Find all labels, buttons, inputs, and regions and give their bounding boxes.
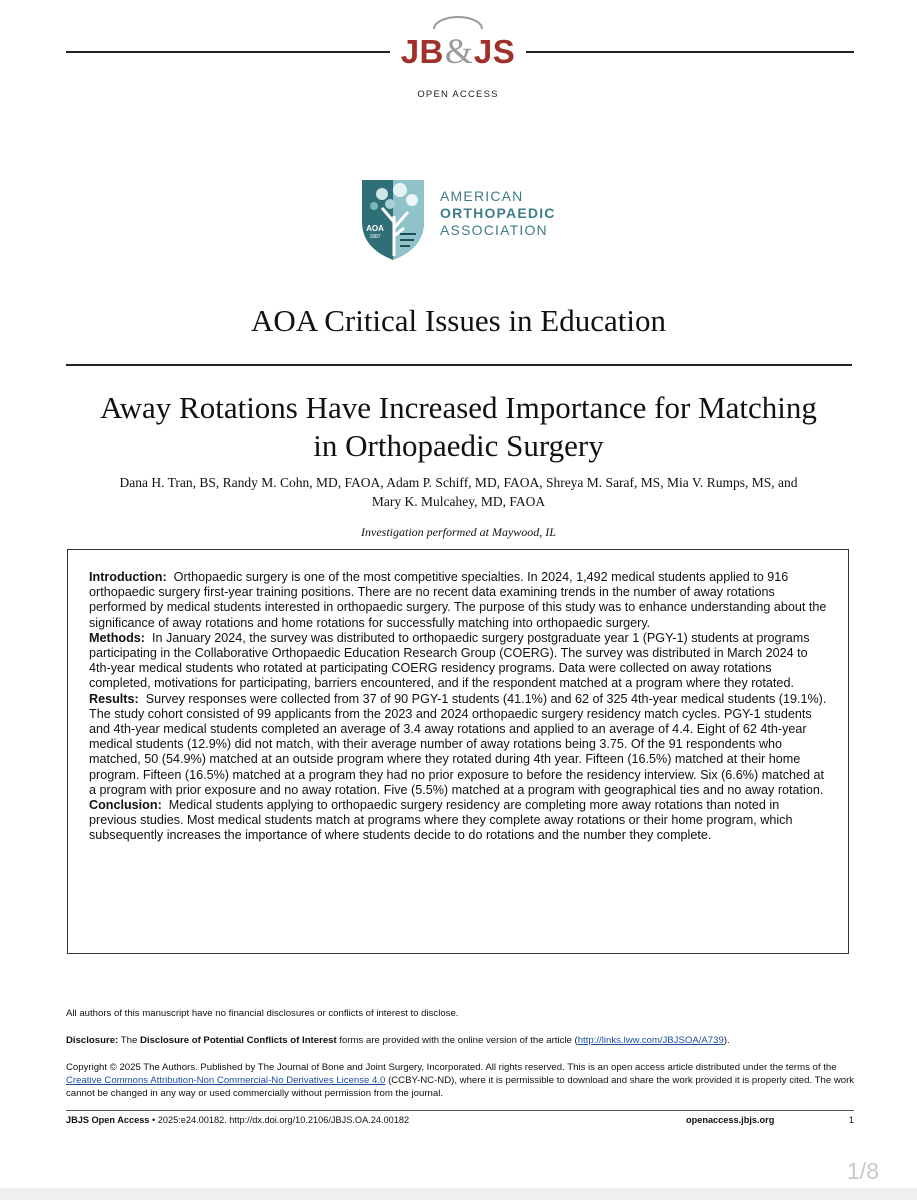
disclosure-pre: The (120, 1035, 138, 1046)
open-access-label: OPEN ACCESS (417, 89, 499, 100)
disclosure-end: ). (723, 1035, 730, 1046)
results-text: Survey responses were collected from 37 of 90 PGY-1 students (41.1%) and 62 of 325 4th-year medical students (19.1%). The study cohort consisted of 99 applicants from the 2023 and 2024 orthopaedic surgery residency match cycles. PGY-1 students and 4th-year medical students completed an average of 3.4 away rotations and applied to an average of 4.4. Eight of 62 4th-year medical students (12.9%) did not match, with their average number of away rotations being 3.75. Of the 91 respondents who matched, 50 (54.9%) matched at an outside program where they rotated during 4th year. Fifteen (16.5%) matched at their home program. Fifteen (16.5%) matched at a program they had no prior exposure to before the residency interview. Six (6.6%) matched at a program with prior exposure and no away rotation. Five (5.5%) matched at a program with geographical ties and no away rotation. (89, 691, 827, 797)
disclosure-label: Disclosure: (66, 1035, 119, 1046)
journal-site: openaccess.jbjs.org (686, 1115, 775, 1125)
aoa-line-association: ASSOCIATION (440, 222, 548, 238)
conclusion-text: Medical students applying to orthopaedic surgery residency are completing more away rotations than noted in previous studies. Most medical students match at programs where they complete away rotations or their home program, which subsequently increases the importance of where students decide to do rotations and the number they complete. (89, 798, 793, 843)
aoa-line-orthopaedic: ORTHOPAEDIC (440, 205, 556, 221)
financial-statement: All authors of this manuscript have no financial disclosures or conflicts of interest to disclose. (66, 1008, 459, 1019)
author-list (70, 473, 847, 511)
aoa-logo (360, 176, 580, 262)
methods-heading: Methods: (89, 630, 145, 645)
copyright-pre: Copyright © 2025 The Authors. Published by The Journal of Bone and Joint Surgery, Incorporated. All rights reserved. This is an open access article distributed under the terms of the (66, 1062, 837, 1073)
page-number: 1 (848, 1115, 854, 1125)
section-title: AOA Critical Issues in Education (251, 303, 666, 338)
footer-rule (66, 1110, 854, 1111)
disclosure-statement (66, 1034, 856, 1047)
logo-js: JS (473, 33, 516, 70)
logo-jb: JB (400, 33, 444, 70)
methods-text: In January 2024, the survey was distributed to orthopaedic surgery postgraduate year 1 (PGY-1) students at programs participating in the Collaborative Orthopaedic Education Research Group (COERG). The survey was distributed in March 2024 to 4th-year medical students who rotated at participating COERG residency programs. Data were collected on away rotations completed, motivations for participating, barriers encountered, and if the respondent matched at a program where they rotated. (89, 630, 810, 691)
article-title-line2: in Orthopaedic Surgery (313, 428, 604, 463)
title-rule (66, 364, 852, 366)
header-rule-left (66, 51, 390, 53)
aoa-line-american: AMERICAN (440, 188, 524, 204)
aoa-wordmark (440, 188, 556, 239)
journal-name: JBJS Open Access (66, 1115, 150, 1125)
abstract (89, 570, 829, 844)
authors-line1: Dana H. Tran, BS, Randy M. Cohn, MD, FAOA, Adam P. Schiff, MD, FAOA, Shreya M. Saraf, MS, Mia V. Rumps, MS, and (119, 475, 798, 490)
disclosure-link[interactable]: http://links.lww.com/JBJSOA/A739 (577, 1035, 724, 1046)
abstract-results (89, 692, 829, 798)
logo-ampersand: & (444, 31, 473, 71)
abstract-box (67, 549, 849, 954)
abstract-conclusion (89, 798, 829, 844)
results-heading: Results: (89, 691, 139, 706)
jbjs-logo (388, 20, 528, 72)
abstract-methods (89, 631, 829, 692)
viewer-bottom-bar (0, 1188, 917, 1200)
article-title-line1: Away Rotations Have Increased Importance for Matching (100, 390, 817, 425)
copyright-statement (66, 1061, 856, 1100)
aoa-badge-year: 1887 (369, 234, 381, 240)
disclosure-mid: forms are provided with the online version of the article ( (339, 1035, 578, 1046)
disclosure-forms: Disclosure of Potential Conflicts of Interest (139, 1035, 337, 1046)
copyright-post: (CCBY-NC-ND), where it is permissible to download and share the work provided it is properly cited. The work cannot be changed in any way or used commercially without permission from the journal. (66, 1075, 855, 1099)
article-title (40, 389, 877, 465)
page-indicator: 1/8 (847, 1158, 879, 1184)
license-link[interactable]: Creative Commons Attribution-Non Commercial-No Derivatives License 4.0 (66, 1075, 386, 1086)
citation: • 2025:e24.00182. http://dx.doi.org/10.2106/JBJS.OA.24.00182 (151, 1115, 410, 1125)
logo-arc-icon (428, 16, 488, 30)
aoa-badge-text: AOA (366, 224, 384, 233)
conclusion-heading: Conclusion: (89, 798, 162, 813)
abstract-introduction (89, 570, 829, 631)
investigation-site: Investigation performed at Maywood, IL (361, 525, 556, 539)
aoa-tree-shield-icon (360, 176, 426, 262)
introduction-text: Orthopaedic surgery is one of the most competitive specialties. In 2024, 1,492 medical students applied to 916 orthopaedic surgery first-year training positions. There are no recent data examining trends in the number of away rotations performed by medical students interested in orthopaedic surgery. The purpose of this study was to enhance understanding about the significance of away rotations and home rotations for successfully matching into orthopaedic surgery. (89, 570, 827, 630)
introduction-heading: Introduction: (89, 570, 167, 584)
authors-line2: Mary K. Mulcahey, MD, FAOA (371, 494, 546, 509)
header-rule-right (526, 51, 854, 53)
